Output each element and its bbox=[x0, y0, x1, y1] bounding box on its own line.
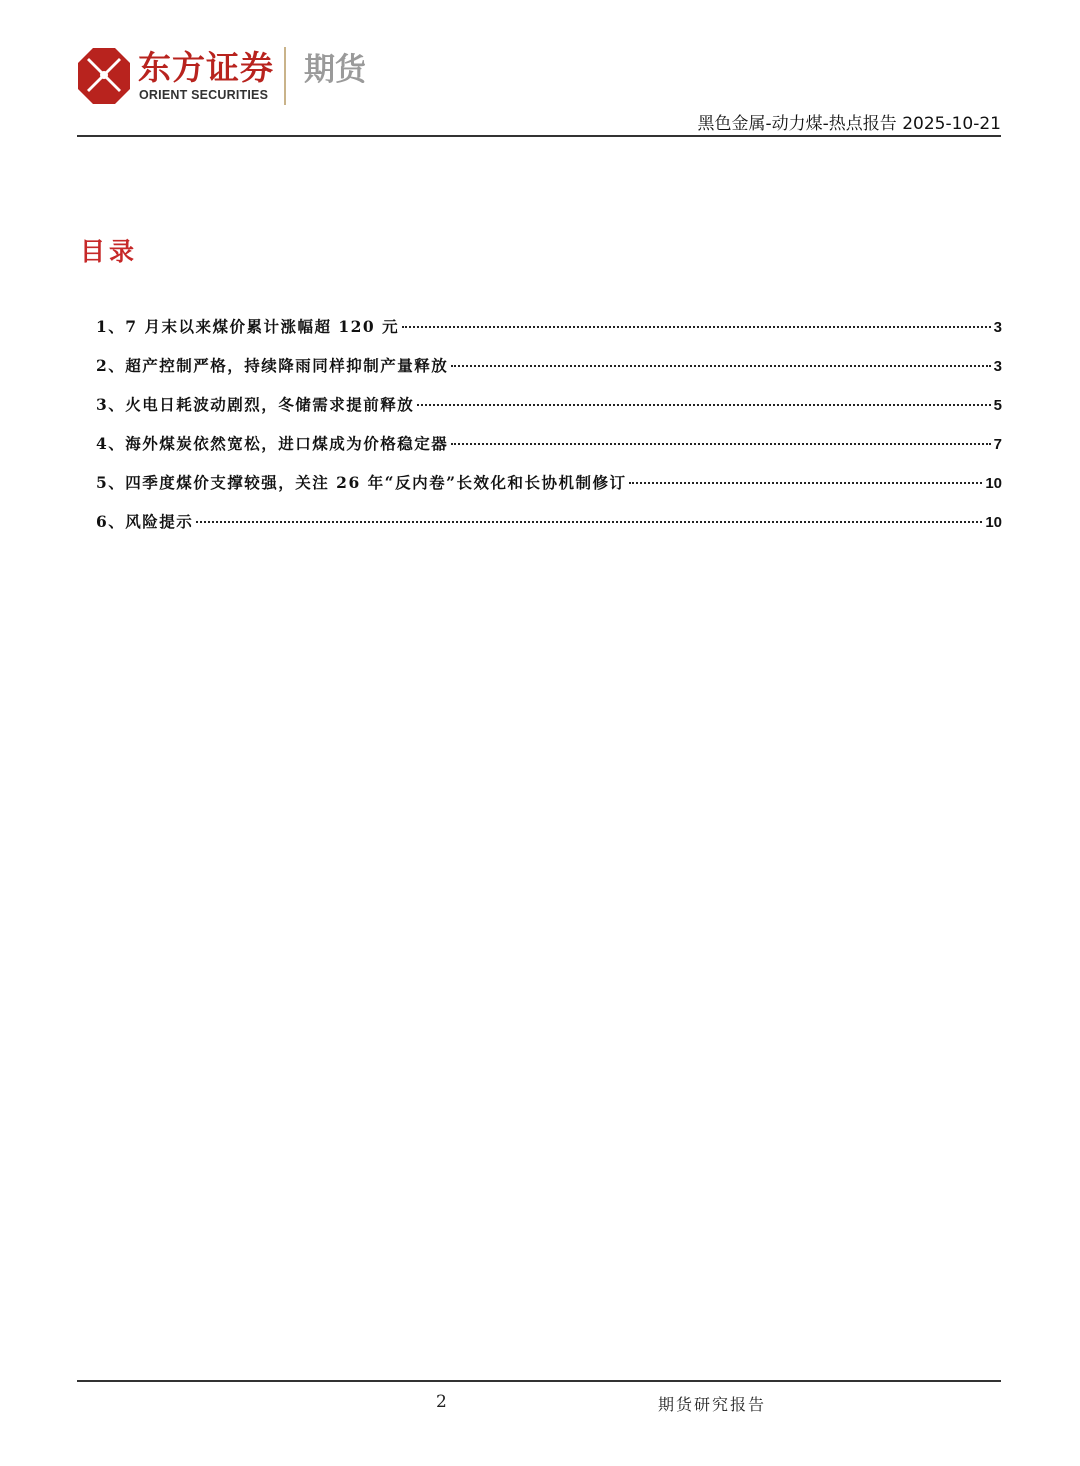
toc-leader-dots bbox=[417, 404, 990, 406]
footer-label: 期货研究报告 bbox=[658, 1395, 767, 1414]
page-header bbox=[0, 0, 1080, 140]
page-number: 2 bbox=[436, 1392, 447, 1412]
toc-entry[interactable] bbox=[96, 471, 1002, 510]
logo-subtitle: 期货 bbox=[304, 52, 366, 88]
toc-page-number: 5 bbox=[993, 397, 1002, 414]
toc-leader-dots bbox=[196, 521, 982, 523]
toc-page-number: 3 bbox=[993, 319, 1002, 336]
toc-leader-dots bbox=[451, 365, 990, 367]
toc-entry-text: 5、四季度煤价支撑较强，关注 26 年“反内卷”长效化和长协机制修订 bbox=[96, 473, 627, 492]
toc-leader-dots bbox=[402, 326, 991, 328]
toc-entry-text: 1、7 月末以来煤价累计涨幅超 120 元 bbox=[96, 317, 400, 336]
footer-divider bbox=[77, 1380, 1001, 1382]
toc-entry[interactable] bbox=[96, 315, 1002, 354]
toc-page-number: 10 bbox=[985, 514, 1002, 531]
logo-chinese-name: 东方证券 bbox=[138, 48, 274, 87]
logo-english-name: ORIENT SECURITIES bbox=[139, 88, 269, 102]
toc-entry-text: 2、超产控制严格，持续降雨同样抑制产量释放 bbox=[96, 356, 449, 375]
toc-leader-dots bbox=[629, 482, 982, 484]
report-meta: 黑色金属-动力煤-热点报告 2025-10-21 bbox=[697, 114, 1001, 134]
toc-entry[interactable] bbox=[96, 510, 1002, 549]
toc-entry-text: 3、火电日耗波动剧烈，冬储需求提前释放 bbox=[96, 395, 415, 414]
logo-divider bbox=[284, 47, 286, 105]
toc-entry-text: 6、风险提示 bbox=[96, 512, 194, 531]
toc-leader-dots bbox=[451, 443, 990, 445]
toc-page-number: 3 bbox=[993, 358, 1002, 375]
toc-page-number: 10 bbox=[985, 475, 1002, 492]
toc-entry[interactable] bbox=[96, 354, 1002, 393]
toc-entry[interactable] bbox=[96, 432, 1002, 471]
table-of-contents bbox=[96, 315, 1002, 549]
toc-entry[interactable] bbox=[96, 393, 1002, 432]
toc-page-number: 7 bbox=[993, 436, 1002, 453]
toc-title: 目录 bbox=[80, 237, 139, 266]
orient-securities-logo-icon bbox=[77, 47, 131, 105]
header-divider bbox=[77, 135, 1001, 137]
toc-entry-text: 4、海外煤炭依然宽松，进口煤成为价格稳定器 bbox=[96, 434, 449, 453]
